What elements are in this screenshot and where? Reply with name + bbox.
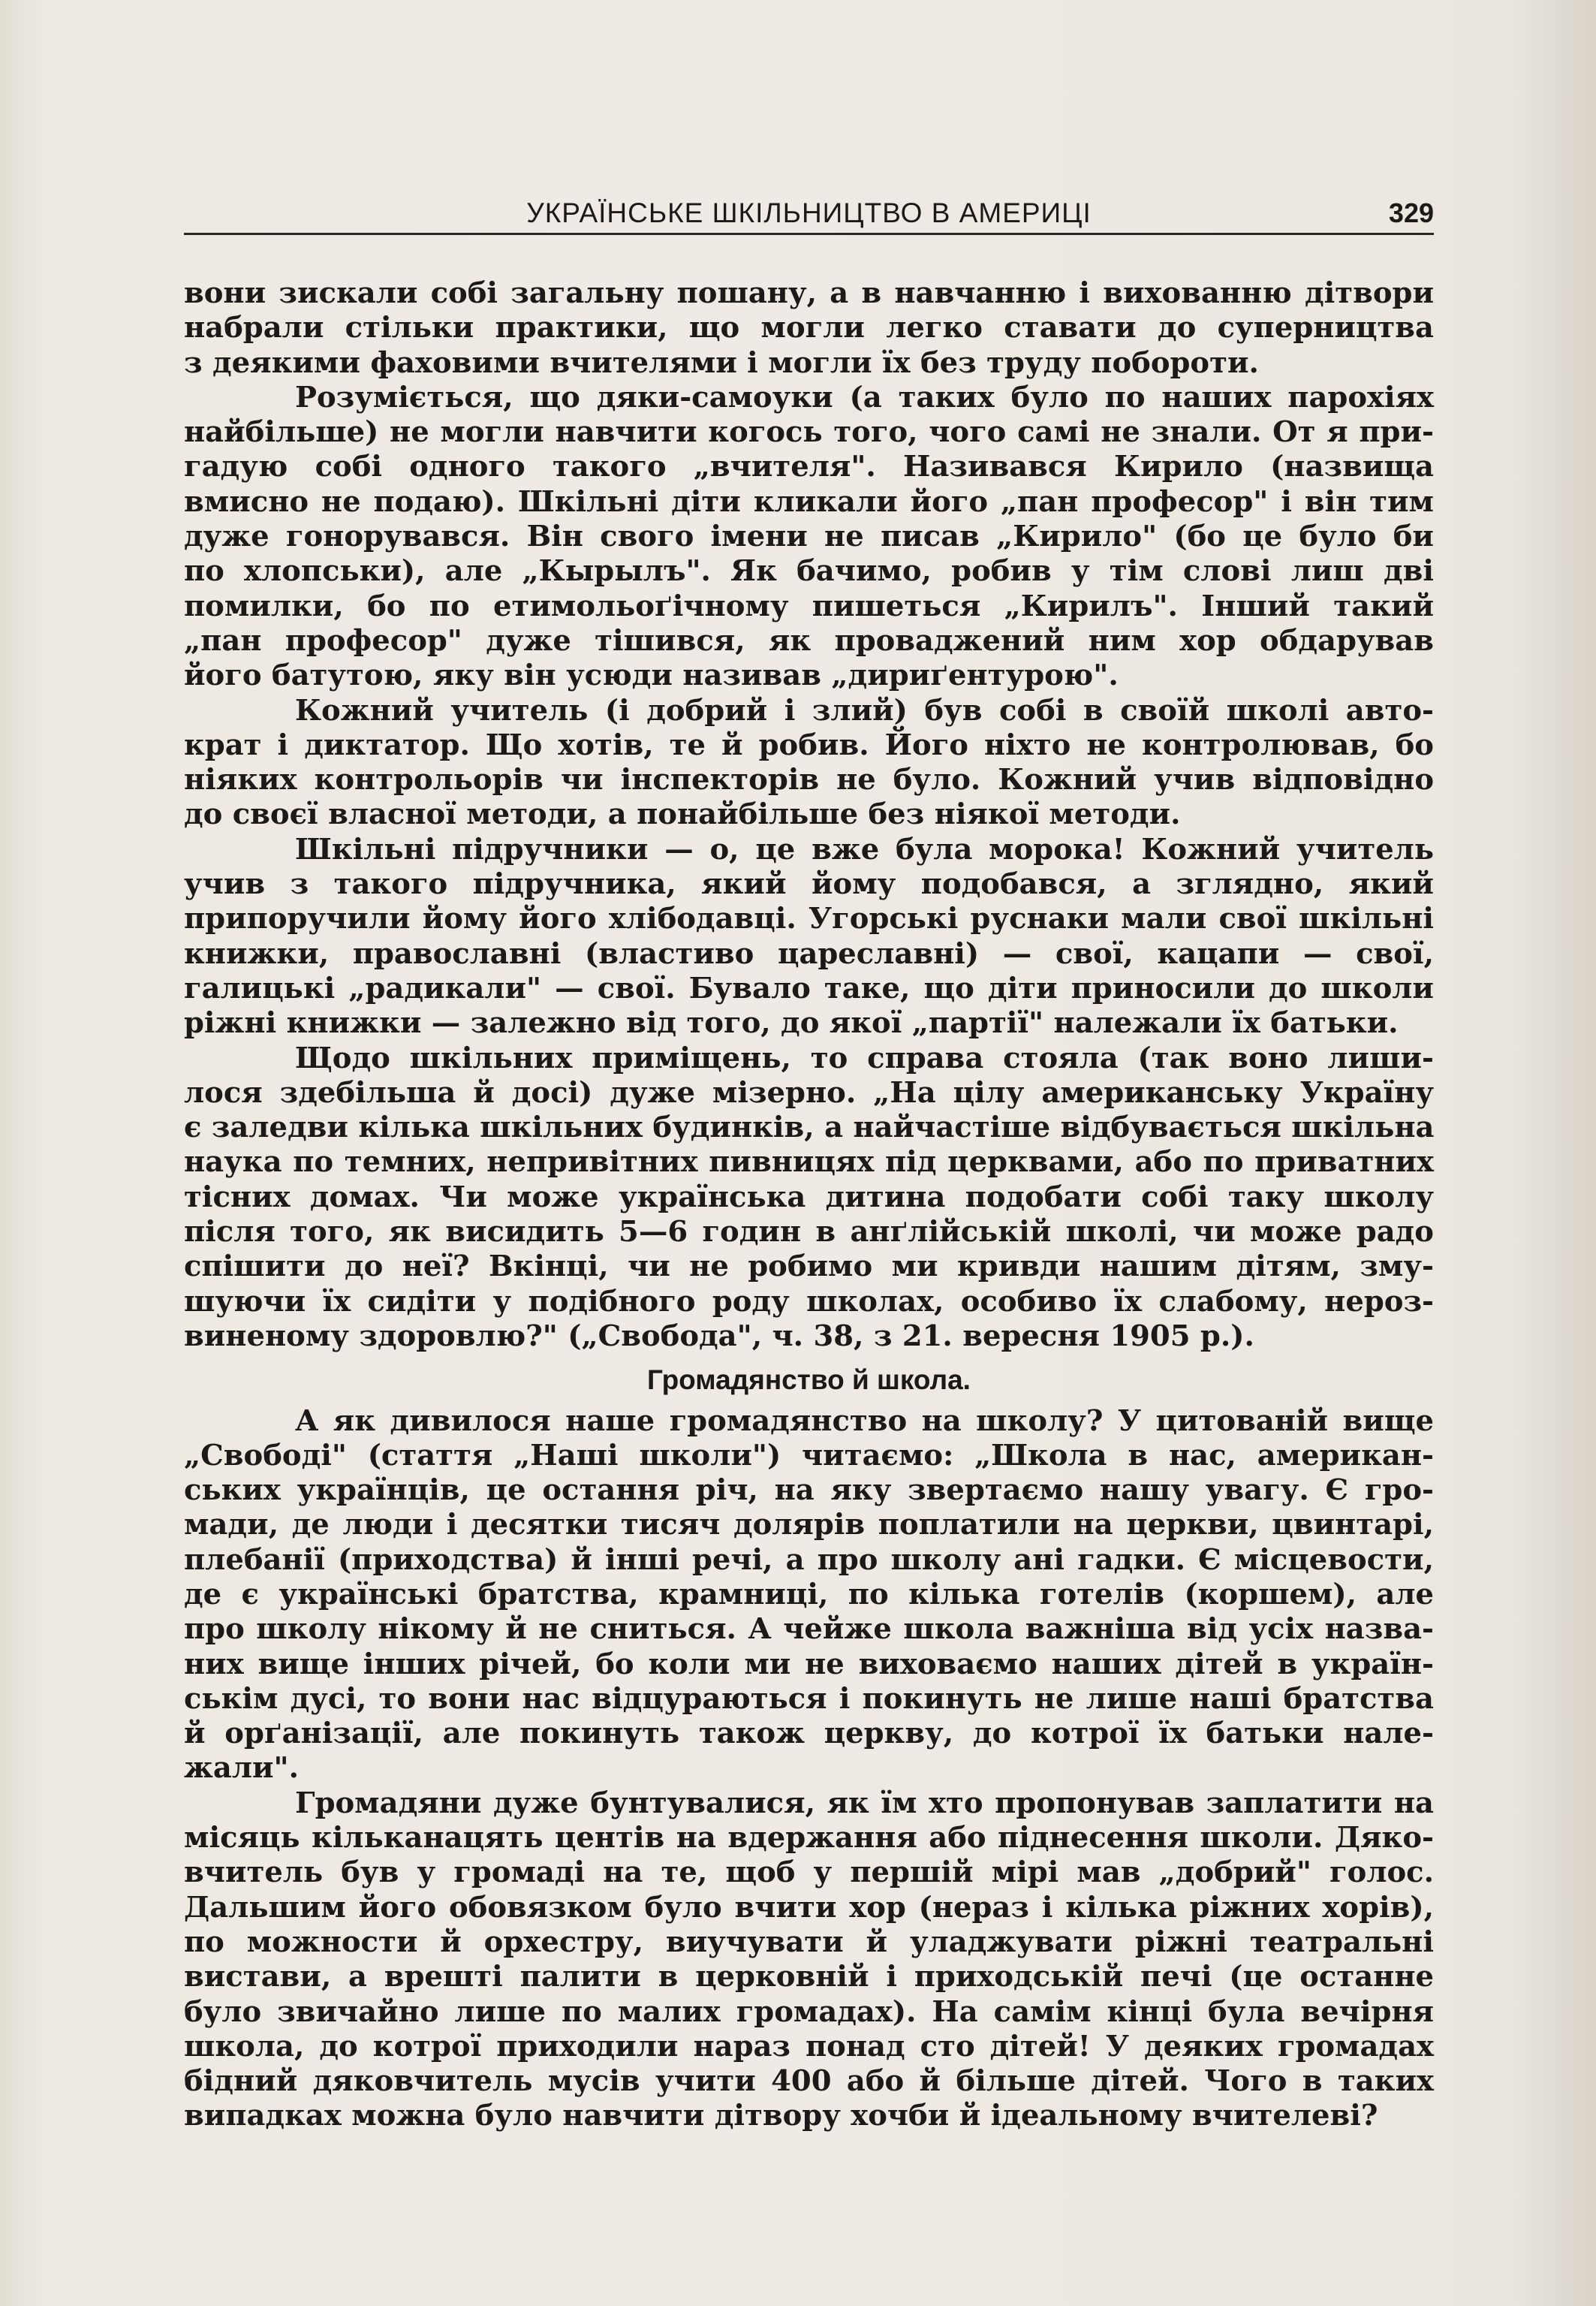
section-heading: Громадянство й школа. <box>647 1364 971 1396</box>
text-line: після того, як висидить 5—6 годин в анґлійській школі, чи може радо <box>184 1215 1434 1249</box>
text-line: виненому здоровлю?" („Свобода", ч. 38, з 21. вересня 1905 р.). <box>184 1319 1254 1353</box>
paragraph-group-top <box>184 276 1434 1354</box>
page-number: 329 <box>1388 197 1434 228</box>
text-line: ніяких контрольорів чи інспекторів не було. Кожний учив відповідно <box>184 763 1434 797</box>
paragraph <box>184 694 1434 833</box>
text-line: ріжні книжки — залежно від того, до якої „партії" належали їх батьки. <box>184 1006 1399 1041</box>
text-line: лося здебільша й досі) дуже мізерно. „На цілу американську Україну <box>184 1075 1434 1110</box>
text-line: місяць кільканацять центів на вдержання або піднесення школи. Дяко- <box>184 1821 1434 1855</box>
text-line: було звичайно лише по малих громадах). На самім кінці була вечірня <box>184 1994 1434 2029</box>
text-line: по хлопськи), але „Кырылъ". Як бачимо, робив у тім слові лиш дві <box>184 554 1434 589</box>
paragraph <box>184 1786 1434 2134</box>
text-line: вмисно не подаю). Шкільні діти кликали його „пан професор" і він тим <box>184 484 1434 519</box>
text-line: них вище інших річей, бо коли ми не виховаємо наших дітей в україн- <box>184 1647 1434 1681</box>
text-line: крат і диктатор. Що хотів, те й робив. Його ніхто не контролював, бо <box>184 728 1434 762</box>
text-line: випадках можна було навчити дітвору хочби й ідеальному вчителеві? <box>184 2099 1378 2133</box>
text-line: ськім дусі, то вони нас відцураються і покинуть не лише наші братства <box>184 1681 1434 1716</box>
text-line: по можности й орхестру, виучувати й уладжувати ріжні театральні <box>184 1925 1434 1959</box>
text-line: школа, до котрої приходили нараз понад сто дітей! У деяких громадах <box>184 2029 1434 2063</box>
text-line: А як дивилося наше громадянство на школу? У цитованій вище <box>295 1403 1434 1438</box>
page-body <box>184 276 1434 2134</box>
text-line: Розуміється, що дяки-самоуки (а таких було по наших парохіях <box>295 380 1434 414</box>
text-line: Дальшим його обовязком було вчити хор (нераз і кілька ріжних хорів), <box>184 1890 1434 1925</box>
text-line: набрали стільки практики, що могли легко ставати до суперництва <box>184 311 1434 345</box>
text-line: до своєї власної методи, а понайбільше без ніякої методи. <box>184 797 1181 832</box>
paragraph <box>184 1041 1434 1355</box>
paragraph <box>184 1404 1434 1786</box>
text-line: тісних домах. Чи може українська дитина подобати собі таку школу <box>184 1180 1434 1214</box>
text-line: „пан професор" дуже тішився, як проваджений ним хор обдарував <box>184 623 1434 658</box>
text-line: вистави, а врешті палити в церковній і приходській печі (це останне <box>184 1960 1434 1994</box>
text-line: ських українців, це остання річ, на яку звертаємо нашу увагу. Є гро- <box>184 1473 1434 1508</box>
text-line: книжки, православні (властиво цареславні) — свої, кацапи — свої, <box>184 936 1434 971</box>
text-line: є заледви кілька шкільних будинків, а найчастіше відбувається шкільна <box>184 1111 1435 1145</box>
text-line: вони зискали собі загальну пошану, а в навчанню і вихованню дітвори <box>184 276 1434 310</box>
text-line: жали". <box>184 1751 299 1786</box>
text-line: гадую собі одного такого „вчителя". Називався Кирило (назвища <box>184 450 1434 484</box>
paragraph-group-bottom <box>184 1404 1434 2134</box>
text-line: „Свободі" (стаття „Наші школи") читаємо: „Школа в нас, американ- <box>184 1438 1434 1473</box>
text-line: плебанії (приходства) й інші речі, а про школу ані гадки. Є місцевости, <box>184 1542 1434 1577</box>
text-line: припоручили йому його хлібодавці. Угорські руснаки мали свої шкільні <box>184 902 1434 936</box>
text-line: найбільше) не могли навчити когось того, чого самі не знали. От я при- <box>184 415 1434 450</box>
running-title: УКРАЇНСЬКЕ ШКІЛЬНИЦТВО В АМЕРИЦІ <box>526 197 1092 228</box>
text-line: про школу нікому й не сниться. А чейже школа важніша від усіх назва- <box>184 1612 1434 1647</box>
text-line: наука по темних, непривітних пивницях під церквами, або по приватних <box>184 1145 1434 1180</box>
paragraph <box>184 833 1434 1041</box>
text-line: шуючи їх сидіти у подібного роду школах, особиво їх слабому, нероз- <box>184 1284 1434 1319</box>
text-line: помилки, бо по етимольоґічному пишеться „Кирилъ". Інший такий <box>184 589 1434 623</box>
text-line: галицькі „радикали" — свої. Бувало таке, що діти приносили до школи <box>184 971 1434 1005</box>
text-line: його батутою, яку він усюди називав „дириґентурою". <box>184 659 1119 693</box>
paragraph <box>184 276 1434 381</box>
text-line: й орґанізації, але покинуть також церкву, до котрої їх батьки нале- <box>184 1717 1434 1751</box>
text-line: Кожний учитель (і добрий і злий) був собі в своїй школі авто- <box>295 693 1434 728</box>
text-line: Щодо шкільних приміщень, то справа стояла (так воно лиши- <box>295 1041 1434 1075</box>
text-line: мади, де люди і десятки тисяч долярів поплатили на церкви, цвинтарі, <box>184 1508 1434 1542</box>
text-line: вчитель був у громаді на те, щоб у першій мірі мав „добрий" голос. <box>184 1855 1434 1890</box>
text-line: Шкільні підручники — о, це вже була морока! Кожний учитель <box>295 832 1434 867</box>
text-line: з деякими фаховими вчителями і могли їх без труду побороти. <box>184 345 1259 380</box>
text-line: спішити до неї? Вкінці, чи не робимо ми кривди нашим дітям, зму- <box>184 1249 1434 1284</box>
paragraph <box>184 381 1434 694</box>
text-line: дуже гонорувався. Він свого імени не писав „Кирило" (бо це було би <box>184 520 1434 554</box>
text-line: де є українські братства, крамниці, по кілька готелів (коршем), але <box>184 1577 1434 1611</box>
running-head <box>184 197 1434 235</box>
text-line: Громадяни дуже бунтувалися, як їм хто пропонував заплатити на <box>295 1786 1434 1820</box>
text-line: бідний дяковчитель мусів учити 400 або й більше дітей. Чого в таких <box>184 2064 1434 2099</box>
text-line: учив з такого підручника, який йому подобався, а зглядно, який <box>184 867 1434 902</box>
